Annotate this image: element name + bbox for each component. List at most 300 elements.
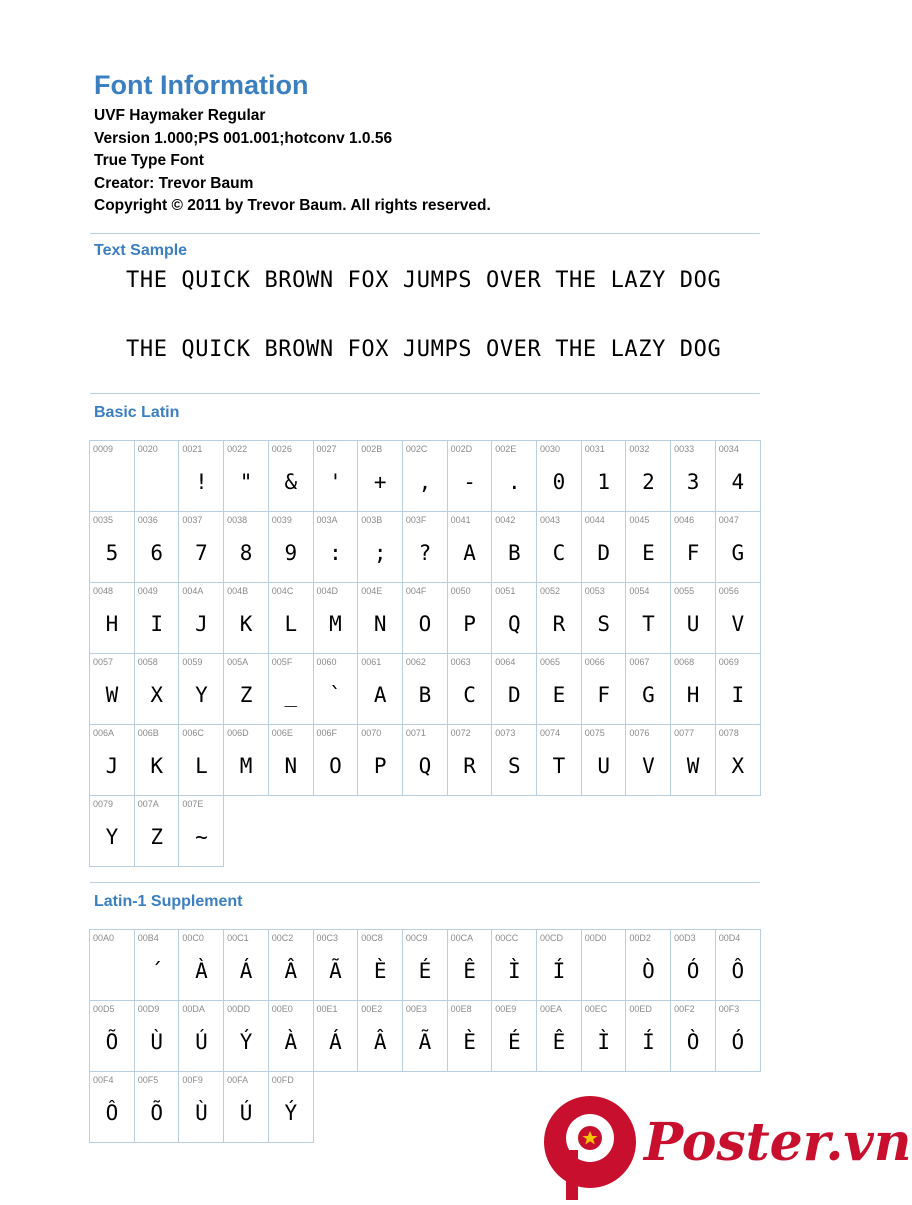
glyph-code: 0035 bbox=[93, 515, 114, 525]
glyph-code: 0074 bbox=[540, 728, 561, 738]
glyph-cell bbox=[536, 582, 581, 653]
glyph-char: ! bbox=[195, 470, 208, 494]
glyph-char: H bbox=[686, 683, 700, 707]
glyph-code: 00E9 bbox=[495, 1004, 517, 1014]
glyph-code: 0051 bbox=[495, 586, 516, 596]
glyph-cell bbox=[178, 795, 224, 867]
glyph-code: 0055 bbox=[674, 586, 695, 596]
glyph-char: J bbox=[195, 612, 208, 636]
glyph-cell bbox=[447, 582, 492, 653]
glyph-code: 00E8 bbox=[450, 1004, 472, 1014]
glyph-cell bbox=[134, 653, 179, 724]
glyph-cell bbox=[670, 511, 715, 582]
glyph-cell bbox=[178, 1000, 223, 1071]
glyph-cell bbox=[670, 653, 715, 724]
glyph-code: 00C3 bbox=[316, 933, 339, 943]
glyph-cell bbox=[447, 929, 492, 1000]
glyph-cell bbox=[402, 653, 447, 724]
glyph-code: 006A bbox=[93, 728, 115, 738]
glyph-char: + bbox=[373, 470, 387, 494]
glyph-code: 0039 bbox=[271, 515, 292, 525]
glyph-char: É bbox=[507, 1030, 521, 1054]
glyph-cell bbox=[581, 929, 626, 1000]
glyph-code: 002D bbox=[450, 444, 473, 454]
glyph-cell bbox=[134, 511, 179, 582]
font-name: UVF Haymaker Regular bbox=[94, 107, 266, 124]
glyph-code: 006E bbox=[271, 728, 293, 738]
glyph-char: _ bbox=[284, 683, 298, 707]
glyph-code: 0032 bbox=[629, 444, 650, 454]
glyph-char: ~ bbox=[195, 825, 208, 849]
glyph-code: 0069 bbox=[718, 657, 739, 667]
glyph-code: 0047 bbox=[718, 515, 739, 525]
glyph-char: R bbox=[552, 612, 566, 636]
glyph-cell bbox=[313, 582, 358, 653]
glyph-char: Ê bbox=[463, 959, 476, 983]
glyph-code: 0057 bbox=[93, 657, 114, 667]
glyph-cell bbox=[313, 1000, 358, 1072]
glyph-cell bbox=[715, 724, 761, 796]
glyph-code: 0048 bbox=[93, 586, 114, 596]
glyph-cell bbox=[178, 582, 223, 653]
glyph-code: 00D9 bbox=[137, 1004, 160, 1014]
glyph-char: A bbox=[373, 683, 387, 707]
glyph-code: 0045 bbox=[629, 515, 650, 525]
glyph-code: 0034 bbox=[718, 444, 739, 454]
glyph-cell bbox=[89, 582, 134, 653]
divider bbox=[90, 882, 760, 883]
glyph-char: Â bbox=[373, 1030, 387, 1054]
glyph-code: 0058 bbox=[137, 657, 158, 667]
glyph-cell bbox=[491, 724, 536, 796]
glyph-char: X bbox=[731, 754, 745, 778]
glyph-code: 004A bbox=[182, 586, 204, 596]
glyph-char: Ý bbox=[239, 1030, 253, 1054]
glyph-char: ? bbox=[418, 541, 432, 565]
glyph-code: 00F4 bbox=[93, 1075, 114, 1085]
glyph-cell bbox=[581, 511, 626, 582]
glyph-char: 5 bbox=[105, 541, 119, 565]
glyph-char: È bbox=[373, 959, 387, 983]
glyph-cell bbox=[581, 1000, 626, 1072]
glyph-code: 0052 bbox=[540, 586, 561, 596]
glyph-char: D bbox=[507, 683, 521, 707]
glyph-char: Á bbox=[239, 959, 253, 983]
glyph-code: 00E3 bbox=[405, 1004, 427, 1014]
glyph-code: 0065 bbox=[540, 657, 561, 667]
glyph-cell bbox=[134, 1000, 179, 1071]
glyph-code: 002E bbox=[495, 444, 517, 454]
glyph-cell bbox=[536, 653, 581, 724]
glyph-char: Á bbox=[329, 1030, 342, 1054]
glyph-char: Z bbox=[150, 825, 164, 849]
glyph-char: Q bbox=[507, 612, 521, 636]
glyph-cell bbox=[670, 440, 715, 511]
glyph-code: 00D2 bbox=[629, 933, 651, 943]
glyph-char: Z bbox=[239, 683, 253, 707]
glyph-char: V bbox=[642, 754, 655, 778]
glyph-code: 007E bbox=[182, 799, 204, 809]
glyph-code: 004B bbox=[227, 586, 249, 596]
glyph-cell bbox=[715, 1000, 761, 1072]
divider bbox=[90, 233, 760, 234]
glyph-code: 00FA bbox=[227, 1075, 249, 1085]
font-version: Version 1.000;PS 001.001;hotconv 1.0.56 bbox=[94, 129, 393, 147]
glyph-char: W bbox=[686, 754, 700, 778]
glyph-code: 00C0 bbox=[182, 933, 204, 943]
font-type: True Type Font bbox=[94, 152, 204, 170]
glyph-char: B bbox=[507, 541, 521, 565]
glyph-cell bbox=[536, 724, 581, 796]
glyph-cell bbox=[491, 440, 536, 511]
glyph-code: 00F5 bbox=[137, 1075, 159, 1085]
glyph-char: N bbox=[373, 612, 387, 636]
glyph-char: E bbox=[642, 541, 655, 565]
glyph-cell bbox=[268, 1000, 313, 1071]
glyph-cell bbox=[402, 929, 447, 1000]
glyph-code: 0079 bbox=[93, 799, 114, 809]
glyph-cell bbox=[357, 653, 402, 724]
glyph-code: 0061 bbox=[361, 657, 382, 667]
glyph-cell bbox=[134, 724, 179, 795]
glyph-code: 006F bbox=[316, 728, 338, 738]
glyph-code: 005A bbox=[227, 657, 249, 667]
glyph-code: 00D0 bbox=[584, 933, 607, 943]
poster-logo-icon bbox=[540, 1090, 640, 1200]
glyph-cell bbox=[625, 724, 670, 796]
glyph-char: L bbox=[284, 612, 298, 636]
glyph-char: Ú bbox=[239, 1101, 253, 1125]
glyph-char: 6 bbox=[150, 541, 164, 565]
glyph-char: " bbox=[239, 470, 253, 494]
glyph-char: Ù bbox=[195, 1101, 208, 1125]
glyph-cell bbox=[491, 1000, 536, 1072]
glyph-char: Q bbox=[418, 754, 432, 778]
glyph-cell bbox=[670, 582, 715, 653]
text-sample-heading: Text Sample bbox=[94, 242, 188, 259]
glyph-code: 0038 bbox=[227, 515, 248, 525]
glyph-cell bbox=[715, 511, 761, 582]
glyph-code: 005F bbox=[271, 657, 293, 667]
glyph-cell bbox=[223, 724, 268, 796]
glyph-cell bbox=[268, 582, 313, 653]
glyph-cell bbox=[670, 724, 715, 796]
glyph-char: P bbox=[373, 754, 387, 778]
glyph-char: : bbox=[329, 541, 342, 565]
glyph-cell bbox=[313, 511, 358, 582]
font-copyright: Copyright © 2011 by Trevor Baum. All rights reserved. bbox=[94, 197, 491, 215]
glyph-code: 00F3 bbox=[718, 1004, 740, 1014]
glyph-code: 00CA bbox=[450, 933, 474, 943]
glyph-cell bbox=[447, 724, 492, 796]
glyph-cell bbox=[491, 929, 536, 1000]
glyph-cell bbox=[402, 582, 447, 653]
glyph-char: À bbox=[195, 959, 208, 983]
glyph-cell bbox=[89, 1000, 134, 1071]
glyph-cell bbox=[223, 929, 268, 1000]
glyph-code: 00DA bbox=[182, 1004, 205, 1014]
glyph-char: 0 bbox=[552, 470, 566, 494]
glyph-char: S bbox=[597, 612, 611, 636]
glyph-code: 0063 bbox=[450, 657, 471, 667]
glyph-code: 0049 bbox=[137, 586, 158, 596]
glyph-code: 006C bbox=[182, 728, 204, 738]
glyph-char: Õ bbox=[150, 1101, 164, 1125]
glyph-cell bbox=[491, 511, 536, 582]
glyph-cell bbox=[625, 929, 670, 1000]
glyph-code: 003B bbox=[361, 515, 383, 525]
glyph-code: 0066 bbox=[584, 657, 605, 667]
glyph-cell bbox=[134, 440, 179, 511]
glyph-code: 00B4 bbox=[137, 933, 159, 943]
glyph-code: 0076 bbox=[629, 728, 650, 738]
glyph-cell bbox=[268, 511, 313, 582]
watermark-logo bbox=[540, 1090, 912, 1200]
glyph-code: 0044 bbox=[584, 515, 605, 525]
glyph-char: L bbox=[195, 754, 208, 778]
glyph-char: K bbox=[150, 754, 164, 778]
glyph-code: 0054 bbox=[629, 586, 650, 596]
glyph-char: F bbox=[597, 683, 611, 707]
glyph-char: A bbox=[463, 541, 476, 565]
glyph-code: 004D bbox=[316, 586, 339, 596]
glyph-char: Ù bbox=[150, 1030, 164, 1054]
glyph-cell bbox=[491, 653, 536, 724]
glyph-cell bbox=[536, 511, 581, 582]
glyph-cell bbox=[223, 582, 268, 653]
glyph-char: 7 bbox=[195, 541, 208, 565]
glyph-cell bbox=[357, 440, 402, 511]
glyph-code: 0021 bbox=[182, 444, 203, 454]
text-sample-line: THE QUICK BROWN FOX JUMPS OVER THE LAZY DOG bbox=[126, 268, 722, 293]
glyph-char: C bbox=[463, 683, 476, 707]
glyph-cell bbox=[581, 653, 626, 724]
font-creator: Creator: Trevor Baum bbox=[94, 174, 254, 192]
glyph-cell bbox=[134, 582, 179, 653]
glyph-char: U bbox=[686, 612, 700, 636]
glyph-code: 002B bbox=[361, 444, 383, 454]
glyph-cell bbox=[89, 795, 134, 867]
glyph-char: N bbox=[284, 754, 298, 778]
glyph-char: 1 bbox=[597, 470, 611, 494]
glyph-code: 00EA bbox=[540, 1004, 563, 1014]
glyph-char: 4 bbox=[731, 470, 745, 494]
glyph-char: W bbox=[105, 683, 119, 707]
text-sample-line: THE QUICK BROWN FOX JUMPS OVER THE LAZY DOG bbox=[126, 337, 722, 362]
glyph-char: Ô bbox=[731, 959, 745, 983]
glyph-code: 0064 bbox=[495, 657, 516, 667]
glyph-code: 0068 bbox=[674, 657, 695, 667]
glyph-char: É bbox=[418, 959, 432, 983]
glyph-char: H bbox=[105, 612, 119, 636]
glyph-char: U bbox=[597, 754, 611, 778]
glyph-cell bbox=[178, 511, 223, 582]
glyph-char: . bbox=[507, 470, 521, 494]
glyph-cell bbox=[581, 582, 626, 653]
glyph-char: 9 bbox=[284, 541, 298, 565]
glyph-code: 0031 bbox=[584, 444, 605, 454]
glyph-cell bbox=[178, 653, 223, 724]
glyph-char: ; bbox=[373, 541, 387, 565]
glyph-code: 0070 bbox=[361, 728, 382, 738]
glyph-cell bbox=[89, 440, 134, 511]
glyph-cell bbox=[715, 440, 761, 511]
glyph-code: 004C bbox=[271, 586, 294, 596]
glyph-code: 0056 bbox=[718, 586, 739, 596]
glyph-char: Í bbox=[552, 959, 566, 983]
glyph-code: 00F2 bbox=[674, 1004, 695, 1014]
glyph-code: 002C bbox=[405, 444, 428, 454]
glyph-cell bbox=[89, 1071, 134, 1143]
glyph-cell bbox=[89, 653, 134, 724]
glyph-char: Ô bbox=[105, 1101, 119, 1125]
glyph-char: ` bbox=[329, 683, 342, 707]
glyph-cell bbox=[625, 582, 670, 653]
glyph-char: X bbox=[150, 683, 164, 707]
glyph-cell bbox=[625, 511, 670, 582]
glyph-code: 00CC bbox=[495, 933, 519, 943]
glyph-cell bbox=[536, 440, 581, 511]
glyph-code: 0026 bbox=[271, 444, 292, 454]
latin1-heading: Latin-1 Supplement bbox=[94, 893, 243, 910]
glyph-cell bbox=[402, 440, 447, 511]
glyph-cell bbox=[223, 1000, 268, 1071]
glyph-char: I bbox=[150, 612, 164, 636]
glyph-code: 0009 bbox=[93, 444, 114, 454]
glyph-cell bbox=[357, 582, 402, 653]
glyph-char: V bbox=[731, 612, 745, 636]
glyph-code: 00C8 bbox=[361, 933, 383, 943]
glyph-cell bbox=[402, 1000, 447, 1072]
glyph-cell bbox=[268, 929, 313, 1000]
glyph-cell bbox=[313, 929, 358, 1000]
glyph-char: E bbox=[552, 683, 566, 707]
glyph-cell bbox=[625, 653, 670, 724]
glyph-code: 00D5 bbox=[93, 1004, 115, 1014]
glyph-char: È bbox=[463, 1030, 476, 1054]
glyph-char: S bbox=[507, 754, 521, 778]
glyph-char: Ó bbox=[686, 959, 700, 983]
glyph-char: G bbox=[731, 541, 745, 565]
glyph-char: Ì bbox=[597, 1030, 611, 1054]
glyph-cell bbox=[491, 582, 536, 653]
glyph-char: & bbox=[284, 470, 298, 494]
glyph-cell bbox=[447, 653, 492, 724]
glyph-code: 0078 bbox=[718, 728, 739, 738]
page-title: Font Information bbox=[94, 70, 309, 100]
divider bbox=[90, 393, 760, 394]
glyph-code: 0030 bbox=[540, 444, 561, 454]
glyph-char: À bbox=[284, 1030, 298, 1054]
glyph-char: I bbox=[731, 683, 745, 707]
glyph-cell bbox=[581, 724, 626, 796]
glyph-cell bbox=[536, 1000, 581, 1072]
glyph-cell bbox=[715, 653, 761, 724]
glyph-char: D bbox=[597, 541, 611, 565]
glyph-char: F bbox=[686, 541, 700, 565]
glyph-code: 00FD bbox=[271, 1075, 294, 1085]
glyph-code: 0060 bbox=[316, 657, 337, 667]
glyph-char: G bbox=[642, 683, 655, 707]
glyph-char: Ý bbox=[284, 1101, 298, 1125]
glyph-char: T bbox=[552, 754, 566, 778]
glyph-code: 00E1 bbox=[316, 1004, 338, 1014]
glyph-code: 00D4 bbox=[718, 933, 741, 943]
glyph-code: 0077 bbox=[674, 728, 695, 738]
glyph-cell bbox=[89, 929, 134, 1000]
glyph-char: Ò bbox=[686, 1030, 700, 1054]
glyph-char: 2 bbox=[642, 470, 655, 494]
glyph-cell bbox=[178, 440, 223, 511]
glyph-code: 00E0 bbox=[271, 1004, 293, 1014]
glyph-char: Y bbox=[195, 683, 208, 707]
font-info bbox=[94, 105, 491, 218]
glyph-code: 0041 bbox=[450, 515, 471, 525]
glyph-cell bbox=[178, 724, 223, 795]
glyph-code: 004E bbox=[361, 586, 383, 596]
glyph-cell bbox=[223, 511, 268, 582]
glyph-char: 8 bbox=[239, 541, 253, 565]
glyph-code: 004F bbox=[405, 586, 427, 596]
glyph-code: 00EC bbox=[584, 1004, 608, 1014]
glyph-char: Ê bbox=[552, 1030, 566, 1054]
glyph-cell bbox=[268, 724, 313, 796]
glyph-cell bbox=[178, 1071, 223, 1143]
glyph-char: O bbox=[329, 754, 342, 778]
glyph-char: Õ bbox=[105, 1030, 119, 1054]
glyph-cell bbox=[447, 1000, 492, 1072]
glyph-cell bbox=[402, 511, 447, 582]
glyph-code: 007A bbox=[137, 799, 159, 809]
glyph-code: 0037 bbox=[182, 515, 203, 525]
glyph-char: Ã bbox=[418, 1030, 432, 1054]
glyph-char: 3 bbox=[686, 470, 700, 494]
glyph-cell bbox=[89, 511, 134, 582]
glyph-cell bbox=[357, 724, 402, 796]
glyph-code: 0050 bbox=[450, 586, 471, 596]
glyph-char: M bbox=[239, 754, 253, 778]
glyph-code: 0033 bbox=[674, 444, 695, 454]
glyph-code: 00A0 bbox=[93, 933, 115, 943]
glyph-char: Y bbox=[105, 825, 119, 849]
glyph-cell bbox=[715, 582, 761, 653]
glyph-char: K bbox=[239, 612, 253, 636]
glyph-code: 003A bbox=[316, 515, 338, 525]
glyph-code: 00F9 bbox=[182, 1075, 203, 1085]
glyph-cell bbox=[134, 1071, 179, 1143]
basic-latin-heading: Basic Latin bbox=[94, 404, 180, 421]
glyph-cell bbox=[313, 724, 358, 796]
glyph-char: Ó bbox=[731, 1030, 745, 1054]
glyph-cell bbox=[313, 653, 358, 724]
glyph-char: R bbox=[463, 754, 476, 778]
glyph-char: Ú bbox=[195, 1030, 208, 1054]
glyph-char: Ã bbox=[329, 959, 342, 983]
glyph-code: 0042 bbox=[495, 515, 516, 525]
glyph-char: B bbox=[418, 683, 432, 707]
glyph-char: ´ bbox=[150, 959, 164, 983]
glyph-cell bbox=[357, 929, 402, 1000]
glyph-code: 006D bbox=[227, 728, 249, 738]
glyph-char: ' bbox=[329, 470, 342, 494]
glyph-code: 0036 bbox=[137, 515, 158, 525]
glyph-code: 00CD bbox=[540, 933, 564, 943]
glyph-cell bbox=[536, 929, 581, 1000]
glyph-code: 00C2 bbox=[271, 933, 294, 943]
glyph-cell bbox=[715, 929, 761, 1000]
glyph-code: 0020 bbox=[137, 444, 158, 454]
glyph-char: Â bbox=[284, 959, 298, 983]
